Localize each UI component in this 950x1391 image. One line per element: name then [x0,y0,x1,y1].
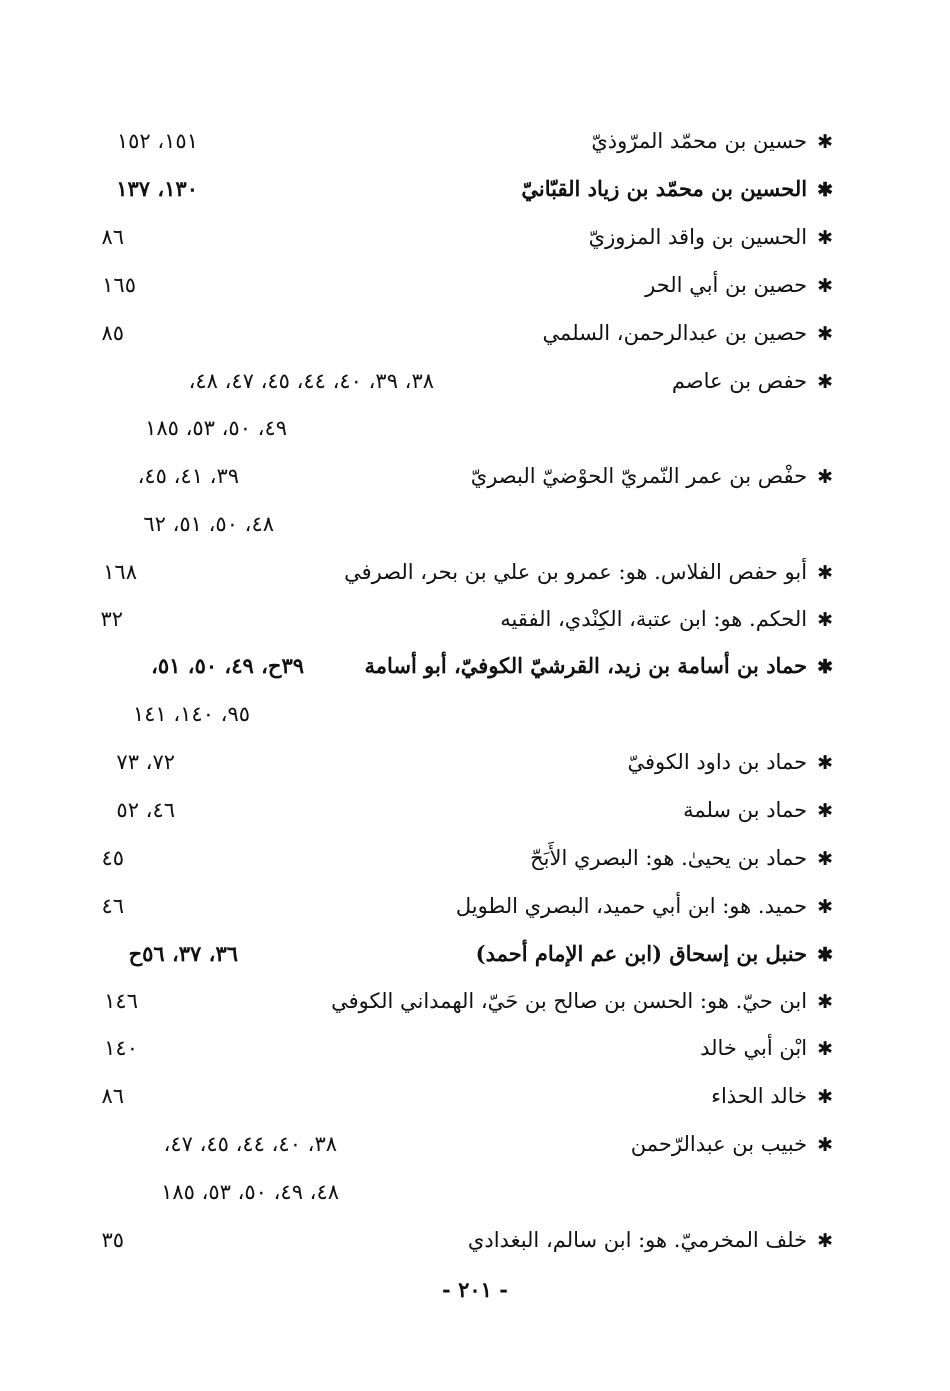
asterisk-icon: ✱ [817,1038,833,1060]
index-entry-name [476,940,833,969]
index-entry-pages: ١٥١، ١٥٢ [116,129,198,153]
index-entry-name [631,1130,833,1159]
asterisk-icon: ✱ [817,1134,833,1156]
asterisk-icon: ✱ [817,179,833,201]
index-entry-pages: ١٦٨ [103,560,137,584]
entry-name-text: حصين بن عبدالرحمن، السلمي [542,321,808,345]
asterisk-icon: ✱ [817,466,833,488]
asterisk-icon: ✱ [817,131,833,153]
index-entry-name [468,1226,833,1255]
index-entry-pages: ٣٦، ٣٧، ٥٦ح [128,941,238,966]
index-entry-name [627,748,833,777]
entry-name-text: خلف المخرميّ. هو: ابن سالم، البغدادي [467,1228,808,1252]
entry-name-text: ابن حيّ. هو: الحسن بن صالح بن حَيّ، الهمداني الكوفي [331,989,808,1013]
index-entry-pages: ٣٩ح، ٤٩، ٥٠، ٥١، [151,653,304,678]
asterisk-icon: ✱ [817,562,833,584]
asterisk-icon: ✱ [817,1086,833,1108]
entry-name-text: حنبل بن إسحاق (ابن عم الإمام أحمد) [475,941,808,966]
index-entry-name [589,223,833,252]
index-entry-name [344,558,833,587]
asterisk-icon: ✱ [817,752,833,774]
asterisk-icon: ✱ [817,800,833,822]
index-entry-name [672,367,833,396]
index-entry-pages: ١٤٠ [104,1036,138,1060]
entry-name-text: حماد بن يحيىٰ. هو: البصري الأَبَحّ [530,846,808,870]
index-entry-pages: ٤٥ [101,846,124,870]
entry-name-text: خالد الحذاء [711,1084,808,1108]
asterisk-icon: ✱ [817,323,833,345]
index-entry-pages: ٩٥، ١٤٠، ١٤١ [132,702,250,726]
index-entry-pages: ٤٨، ٥٠، ٥١، ٦٢ [143,512,274,536]
index-entry-pages: ٣٨، ٤٠، ٤٤، ٤٥، ٤٧، [163,1132,337,1156]
entry-name-text: حماد بن داود الكوفيّ [627,750,808,774]
entry-name-text: حسين بن محمّد المرّوذيّ [591,129,808,153]
entry-name-text: أبو حفص الفلاس. هو: عمرو بن علي بن بحر، الصرفي [344,560,808,584]
asterisk-icon: ✱ [817,1230,833,1252]
index-entry-name [500,605,833,634]
index-entry-pages: ٤٦، ٥٢ [116,798,175,822]
asterisk-icon: ✱ [817,371,833,393]
index-entry-name [683,796,833,825]
entry-name-text: خبيب بن عبدالرّحمن [630,1132,808,1156]
index-entry-pages: ٣٨، ٣٩، ٤٠، ٤٤، ٤٥، ٤٧، ٤٨، [188,369,434,393]
index-entry-pages: ٨٥ [101,321,124,345]
entry-name-text: حماد بن سلمة [683,798,808,822]
entry-name-text: الحسين بن محمّد بن زياد القبّانيّ [521,176,808,201]
asterisk-icon: ✱ [817,944,833,966]
index-entry-pages: ٣٩، ٤١، ٤٥، [137,464,239,488]
entry-name-text: حميد. هو: ابن أبي حميد، البصري الطويل [455,894,808,918]
index-entry-name [331,987,833,1016]
index-entry-name [471,462,833,491]
index-entry-pages: ١٣٠، ١٣٧ [116,176,198,201]
asterisk-icon: ✱ [817,609,833,631]
index-entry-name [521,175,833,204]
entry-name-text: حماد بن أسامة بن زيد، القرشيّ الكوفيّ، أبو أسامة [364,653,808,678]
asterisk-icon: ✱ [817,991,833,1013]
entry-name-text: الحكم. هو: ابن عتبة، الكِنْدي، الفقيه [500,607,808,631]
index-entry-name [530,844,833,873]
page-number: - ٢٠١ - [442,1277,508,1302]
index-entry-name [543,319,833,348]
entry-name-text: حفْص بن عمر النّمريّ الحوْضيّ البصريّ [470,464,808,488]
entry-name-text: الحسين بن واقد المزوزيّ [588,225,808,249]
index-entry-pages: ٤٩، ٥٠، ٥٣، ١٨٥ [145,416,287,440]
index-entry-pages: ٣٢ [100,607,123,631]
asterisk-icon: ✱ [817,656,833,678]
index-entry-pages: ٣٥ [101,1228,124,1252]
index-entry-pages: ٤٦ [101,894,124,918]
entry-name-text: حصين بن أبي الحر [645,273,808,297]
asterisk-icon: ✱ [817,896,833,918]
index-entry-name [456,892,833,921]
index-entry-name [700,1034,833,1063]
index-entry-name [365,652,833,681]
entry-name-text: حفص بن عاصم [671,369,808,393]
index-entry-pages: ١٦٥ [102,273,136,297]
index-entry-pages: ٤٨، ٤٩، ٥٠، ٥٣، ١٨٥ [161,1180,339,1204]
index-entry-pages: ١٤٦ [104,989,138,1013]
index-entry-name [711,1082,833,1111]
asterisk-icon: ✱ [817,848,833,870]
entry-name-text: ابْن أبي خالد [700,1036,808,1060]
asterisk-icon: ✱ [817,275,833,297]
index-entry-pages: ٨٦ [101,225,124,249]
index-entry-name [591,127,833,156]
index-entry-pages: ٨٦ [101,1084,124,1108]
index-entry-name [645,271,833,300]
asterisk-icon: ✱ [817,227,833,249]
index-entry-pages: ٧٢، ٧٣ [116,750,175,774]
